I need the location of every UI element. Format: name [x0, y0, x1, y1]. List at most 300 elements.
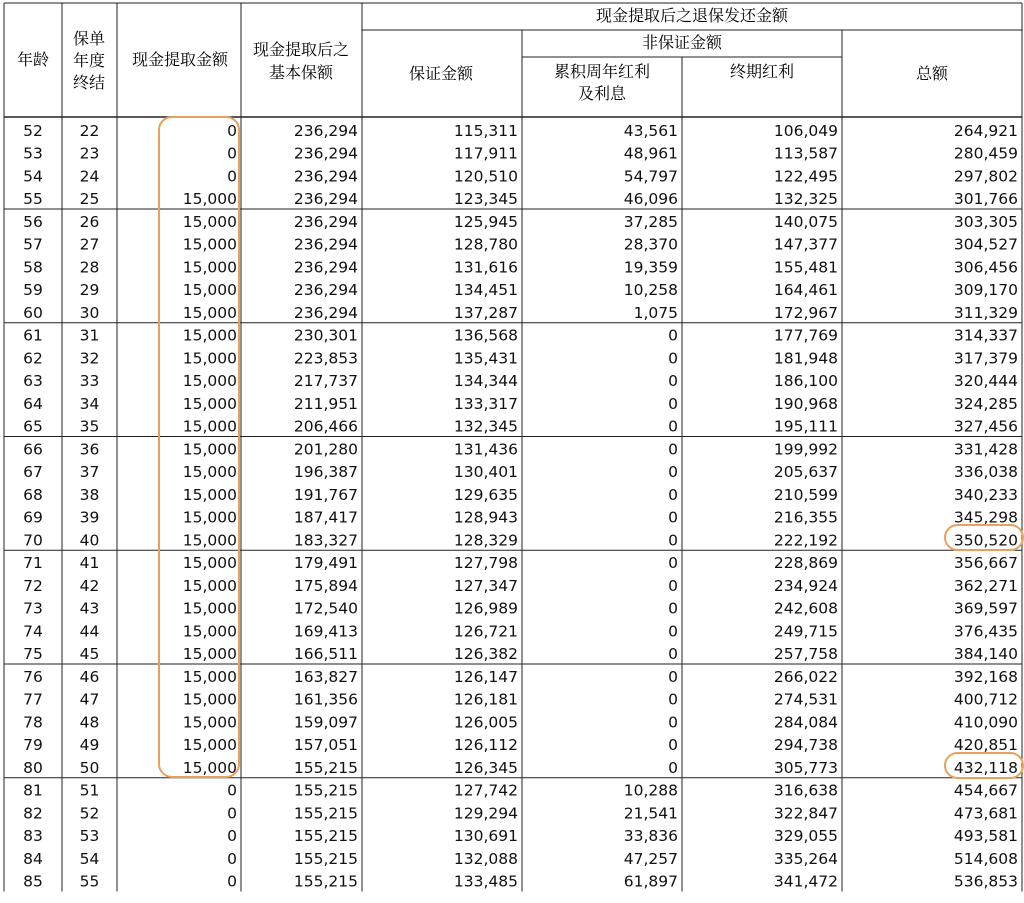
table-cell: 53 — [79, 827, 100, 845]
table-cell: 536,853 — [953, 872, 1018, 891]
table-cell: 126,382 — [453, 645, 518, 663]
table-cell: 311,329 — [953, 303, 1018, 322]
table-cell: 280,459 — [953, 144, 1018, 163]
table-cell: 316,638 — [773, 781, 838, 800]
header-cash-withdrawal: 现金提取金额 — [131, 50, 229, 69]
table-cell: 223,853 — [293, 349, 358, 368]
table-row — [23, 736, 1018, 754]
table-cell: 130,401 — [453, 463, 518, 481]
table-cell: 48,961 — [623, 144, 678, 163]
table-cell: 117,911 — [453, 144, 518, 163]
table-cell: 341,472 — [773, 872, 838, 891]
table-cell: 186,100 — [773, 372, 838, 390]
table-cell: 172,967 — [773, 303, 838, 322]
table-cell: 201,280 — [293, 440, 358, 459]
table-cell: 26 — [79, 212, 100, 231]
header-surrender-group: 现金提取后之退保发还金额 — [595, 6, 789, 25]
table-cell: 79 — [23, 736, 43, 754]
table-cell: 132,325 — [773, 190, 838, 208]
table-cell: 175,894 — [293, 576, 358, 595]
table-cell: 249,715 — [773, 622, 838, 641]
table-row — [23, 691, 1018, 709]
table-cell: 125,945 — [453, 212, 518, 231]
table-cell: 15,000 — [182, 531, 237, 550]
table-cell: 75 — [23, 645, 43, 663]
table-cell: 80 — [23, 758, 43, 777]
table-cell: 41 — [79, 554, 100, 572]
table-cell: 31 — [79, 326, 100, 345]
table-cell: 38 — [79, 485, 100, 504]
table-cell: 155,215 — [293, 849, 358, 868]
table-cell: 183,327 — [293, 531, 358, 550]
table-cell: 236,294 — [293, 144, 358, 163]
table-cell: 159,097 — [293, 713, 358, 732]
table-cell: 56 — [23, 212, 43, 231]
table-cell: 37,285 — [623, 212, 678, 231]
table-row — [23, 281, 1018, 299]
table-cell: 74 — [23, 622, 43, 641]
table-cell: 36 — [79, 440, 100, 459]
header-accumulated-bonus-line2: 及利息 — [577, 84, 627, 103]
table-cell: 473,681 — [953, 804, 1018, 823]
table-cell: 68 — [23, 485, 43, 504]
table-cell: 49 — [79, 736, 100, 754]
table-cell: 345,298 — [953, 508, 1018, 527]
table-cell: 15,000 — [182, 622, 237, 641]
table-cell: 15,000 — [182, 440, 237, 459]
table-cell: 322,847 — [773, 804, 838, 823]
table-cell: 126,181 — [453, 690, 518, 709]
table-cell: 15,000 — [182, 258, 237, 277]
table-cell: 236,294 — [293, 212, 358, 231]
table-cell: 356,667 — [953, 554, 1018, 572]
table-cell: 127,347 — [453, 576, 518, 595]
table-cell: 46,096 — [623, 190, 678, 208]
table-cell: 44 — [79, 622, 100, 641]
table-cell: 81 — [23, 781, 43, 800]
table-cell: 340,233 — [953, 485, 1018, 504]
table-cell: 303,305 — [953, 212, 1018, 231]
table-cell: 242,608 — [773, 599, 838, 618]
table-cell: 15,000 — [182, 281, 237, 299]
table-cell: 155,481 — [773, 258, 838, 277]
table-cell: 48 — [79, 713, 100, 732]
table-cell: 181,948 — [773, 349, 838, 368]
table-cell: 177,769 — [773, 326, 838, 345]
table-cell: 15,000 — [182, 736, 237, 754]
table-cell: 0 — [227, 804, 237, 823]
table-cell: 15,000 — [182, 190, 237, 208]
table-cell: 15,000 — [182, 372, 237, 390]
table-cell: 335,264 — [773, 849, 838, 868]
table-cell: 15,000 — [182, 303, 237, 322]
table-cell: 0 — [668, 394, 678, 413]
table-cell: 47 — [79, 690, 100, 709]
header-policy-year-line1: 保单 — [72, 29, 106, 48]
table-cell: 130,691 — [453, 827, 518, 845]
table-cell: 217,737 — [293, 372, 358, 390]
table-cell: 179,491 — [293, 554, 358, 572]
table-cell: 135,431 — [453, 349, 518, 368]
table-cell: 195,111 — [773, 417, 838, 436]
table-cell: 57 — [23, 235, 43, 254]
table-row — [23, 531, 1018, 549]
table-cell: 350,520 — [953, 531, 1018, 550]
table-cell: 22 — [79, 121, 100, 140]
table-cell: 274,531 — [773, 690, 838, 709]
table-cell: 43 — [79, 599, 100, 618]
table-cell: 126,112 — [453, 736, 518, 754]
table-cell: 336,038 — [953, 463, 1018, 481]
table-cell: 63 — [23, 372, 43, 390]
table-cell: 454,667 — [953, 781, 1018, 800]
table-cell: 493,581 — [953, 827, 1018, 845]
table-cell: 64 — [23, 394, 43, 413]
table-cell: 190,968 — [773, 394, 838, 413]
table-cell: 129,635 — [453, 485, 518, 504]
table-cell: 0 — [668, 758, 678, 777]
table-row — [23, 349, 1018, 367]
table-cell: 45 — [79, 645, 100, 663]
table-cell: 15,000 — [182, 758, 237, 777]
table-cell: 29 — [79, 281, 100, 299]
table-cell: 35 — [79, 417, 100, 436]
table-cell: 15,000 — [182, 394, 237, 413]
table-cell: 331,428 — [953, 440, 1018, 459]
table-cell: 15,000 — [182, 485, 237, 504]
table-cell: 55 — [79, 872, 100, 891]
table-cell: 78 — [23, 713, 43, 732]
table-cell: 305,773 — [773, 758, 838, 777]
table-cell: 15,000 — [182, 235, 237, 254]
table-row — [23, 190, 1018, 208]
table-cell: 67 — [23, 463, 43, 481]
table-cell: 0 — [668, 485, 678, 504]
table-cell: 514,608 — [953, 849, 1018, 868]
table-cell: 0 — [227, 827, 237, 845]
table-cell: 126,989 — [453, 599, 518, 618]
table-cell: 128,329 — [453, 531, 518, 550]
table-cell: 83 — [23, 827, 43, 845]
table-cell: 172,540 — [293, 599, 358, 618]
table-cell: 324,285 — [953, 394, 1018, 413]
table-row — [23, 486, 1018, 504]
table-row — [23, 873, 1018, 891]
header-age: 年龄 — [16, 50, 50, 69]
table-row — [23, 668, 1018, 686]
table-cell: 66 — [23, 440, 43, 459]
table-cell: 126,345 — [453, 758, 518, 777]
table-cell: 314,337 — [953, 326, 1018, 345]
table-cell: 134,344 — [453, 372, 518, 390]
table-cell: 420,851 — [953, 736, 1018, 754]
header-policy-year-line3: 终结 — [72, 73, 106, 92]
table-cell: 0 — [227, 121, 237, 140]
table-cell: 230,301 — [293, 326, 358, 345]
table-cell: 10,258 — [623, 281, 678, 299]
table-cell: 133,317 — [453, 394, 518, 413]
table-cell: 0 — [668, 326, 678, 345]
table-row — [23, 304, 1018, 322]
table-cell: 113,587 — [773, 144, 838, 163]
table-cell: 0 — [668, 463, 678, 481]
table-cell: 15,000 — [182, 667, 237, 686]
table-cell: 0 — [227, 144, 237, 163]
table-cell: 126,721 — [453, 622, 518, 641]
table-cell: 369,597 — [953, 599, 1018, 618]
table-cell: 33,836 — [623, 827, 678, 845]
table-row — [23, 645, 1018, 663]
table-cell: 32 — [79, 349, 100, 368]
table-cell: 376,435 — [953, 622, 1018, 641]
table-cell: 0 — [668, 372, 678, 390]
table-cell: 28 — [79, 258, 100, 277]
table-cell: 53 — [23, 144, 43, 163]
table-row — [23, 463, 1018, 481]
table-row — [23, 167, 1018, 185]
table-cell: 236,294 — [293, 235, 358, 254]
table-cell: 58 — [23, 258, 43, 277]
table-cell: 0 — [227, 849, 237, 868]
table-row — [23, 827, 1018, 845]
table-cell: 39 — [79, 508, 100, 527]
table-cell: 131,616 — [453, 258, 518, 277]
table-cell: 132,345 — [453, 417, 518, 436]
table-cell: 24 — [79, 167, 100, 186]
table-cell: 236,294 — [293, 167, 358, 186]
table-cell: 76 — [23, 667, 43, 686]
table-cell: 0 — [668, 713, 678, 732]
table-cell: 206,466 — [293, 417, 358, 436]
table-cell: 0 — [668, 599, 678, 618]
table-cell: 127,742 — [453, 781, 518, 800]
table-cell: 126,005 — [453, 713, 518, 732]
table-cell: 236,294 — [293, 281, 358, 299]
table-cell: 0 — [668, 645, 678, 663]
table-cell: 384,140 — [953, 645, 1018, 663]
table-cell: 0 — [227, 167, 237, 186]
table-cell: 147,377 — [773, 235, 838, 254]
table-cell: 28,370 — [623, 235, 678, 254]
table-cell: 136,568 — [453, 326, 518, 345]
header-accumulated-bonus-line1: 累积周年红利 — [553, 62, 651, 81]
table-cell: 234,924 — [773, 576, 838, 595]
table-cell: 236,294 — [293, 303, 358, 322]
table-cell: 236,294 — [293, 258, 358, 277]
table-cell: 128,780 — [453, 235, 518, 254]
table-cell: 15,000 — [182, 463, 237, 481]
table-cell: 15,000 — [182, 212, 237, 231]
header-terminal-bonus: 终期红利 — [729, 62, 795, 81]
table-cell: 15,000 — [182, 599, 237, 618]
table-cell: 106,049 — [773, 121, 838, 140]
table-cell: 400,712 — [953, 690, 1018, 709]
table-cell: 131,436 — [453, 440, 518, 459]
table-cell: 27 — [79, 235, 100, 254]
header-policy-year-line2: 年度 — [72, 51, 106, 70]
table-cell: 43,561 — [623, 121, 678, 140]
table-cell: 77 — [23, 690, 43, 709]
table-row — [23, 372, 1018, 390]
table-cell: 155,215 — [293, 872, 358, 891]
table-cell: 155,215 — [293, 804, 358, 823]
table-cell: 0 — [668, 554, 678, 572]
table-cell: 120,510 — [453, 167, 518, 186]
table-cell: 129,294 — [453, 804, 518, 823]
table-cell: 52 — [79, 804, 100, 823]
table-cell: 161,356 — [293, 690, 358, 709]
table-cell: 210,599 — [773, 485, 838, 504]
table-cell: 0 — [668, 531, 678, 550]
table-cell: 15,000 — [182, 713, 237, 732]
table-cell: 115,311 — [453, 121, 518, 140]
table-cell: 37 — [79, 463, 100, 481]
table-cell: 54 — [79, 849, 100, 868]
table-row — [23, 236, 1018, 254]
table-cell: 264,921 — [953, 121, 1018, 140]
table-cell: 155,215 — [293, 781, 358, 800]
header-basic-after-line2: 基本保额 — [268, 63, 334, 82]
table-cell: 10,288 — [623, 781, 678, 800]
table-cell: 191,767 — [293, 485, 358, 504]
table-row — [23, 622, 1018, 640]
table-cell: 23 — [79, 144, 100, 163]
header-basic-after-line1: 现金提取后之 — [252, 40, 350, 59]
table-cell: 0 — [668, 508, 678, 527]
table-cell: 59 — [23, 281, 43, 299]
table-cell: 317,379 — [953, 349, 1018, 368]
table-cell: 320,444 — [953, 372, 1018, 390]
table-cell: 257,758 — [773, 645, 838, 663]
table-cell: 46 — [79, 667, 100, 686]
table-cell: 15,000 — [182, 576, 237, 595]
table-cell: 392,168 — [953, 667, 1018, 686]
table-cell: 19,359 — [623, 258, 678, 277]
table-cell: 309,170 — [953, 281, 1018, 299]
table-cell: 51 — [79, 781, 100, 800]
table-cell: 40 — [79, 531, 100, 550]
table-cell: 128,943 — [453, 508, 518, 527]
table-cell: 15,000 — [182, 554, 237, 572]
table-cell: 0 — [668, 690, 678, 709]
table-cell: 61 — [23, 326, 43, 345]
table-cell: 54 — [23, 167, 43, 186]
table-cell: 327,456 — [953, 417, 1018, 436]
table-cell: 228,869 — [773, 554, 838, 572]
table-cell: 123,345 — [453, 190, 518, 208]
table-cell: 134,451 — [453, 281, 518, 299]
table-cell: 1,075 — [633, 303, 678, 322]
table-cell: 21,541 — [623, 804, 678, 823]
table-cell: 266,022 — [773, 667, 838, 686]
table-cell: 216,355 — [773, 508, 838, 527]
table-cell: 47,257 — [623, 849, 678, 868]
table-row — [23, 759, 1018, 777]
table-cell: 236,294 — [293, 190, 358, 208]
table-cell: 0 — [668, 736, 678, 754]
table-cell: 34 — [79, 394, 100, 413]
table-cell: 163,827 — [293, 667, 358, 686]
table-cell: 0 — [668, 576, 678, 595]
table-cell: 55 — [23, 190, 43, 208]
table-cell: 199,992 — [773, 440, 838, 459]
table-row — [23, 145, 1018, 163]
table-cell: 362,271 — [953, 576, 1018, 595]
table-cell: 155,215 — [293, 758, 358, 777]
table-cell: 85 — [23, 872, 43, 891]
table-cell: 15,000 — [182, 508, 237, 527]
table-cell: 301,766 — [953, 190, 1018, 208]
table-row — [23, 418, 1018, 436]
table-cell: 69 — [23, 508, 43, 527]
table-cell: 211,951 — [293, 394, 358, 413]
table-row — [23, 122, 1018, 140]
table-row — [23, 804, 1018, 822]
table-cell: 62 — [23, 349, 43, 368]
table-cell: 284,084 — [773, 713, 838, 732]
table-cell: 133,485 — [453, 872, 518, 891]
table-cell: 0 — [668, 440, 678, 459]
table-cell: 187,417 — [293, 508, 358, 527]
table-cell: 137,287 — [453, 303, 518, 322]
header-total: 总额 — [915, 64, 949, 83]
table-cell: 42 — [79, 576, 100, 595]
table-cell: 0 — [227, 872, 237, 891]
table-cell: 54,797 — [623, 167, 678, 186]
table-cell: 294,738 — [773, 736, 838, 754]
table-cell: 71 — [23, 554, 43, 572]
table-cell: 72 — [23, 576, 43, 595]
table-cell: 15,000 — [182, 326, 237, 345]
table-cell: 169,413 — [293, 622, 358, 641]
table-row — [23, 850, 1018, 868]
table-row — [23, 395, 1018, 413]
table-cell: 155,215 — [293, 827, 358, 845]
table-row — [23, 600, 1018, 618]
table-cell: 33 — [79, 372, 100, 390]
table-cell: 306,456 — [953, 258, 1018, 277]
table-cell: 127,798 — [453, 554, 518, 572]
table-cell: 157,051 — [293, 736, 358, 754]
table-row — [23, 509, 1018, 527]
table-cell: 0 — [668, 622, 678, 641]
header-guaranteed: 保证金额 — [408, 64, 474, 83]
table-cell: 61,897 — [623, 872, 678, 891]
table-cell: 15,000 — [182, 690, 237, 709]
table-row — [23, 213, 1018, 231]
table-cell: 329,055 — [773, 827, 838, 845]
table-body — [23, 122, 1018, 891]
table-cell: 410,090 — [953, 713, 1018, 732]
table-cell: 122,495 — [773, 167, 838, 186]
table-cell: 15,000 — [182, 417, 237, 436]
table-cell: 65 — [23, 417, 43, 436]
table-cell: 15,000 — [182, 645, 237, 663]
table-cell: 205,637 — [773, 463, 838, 481]
table-cell: 73 — [23, 599, 43, 618]
header-non-guaranteed: 非保证金额 — [641, 33, 723, 52]
table-cell: 70 — [23, 531, 43, 550]
table-cell: 140,075 — [773, 212, 838, 231]
table-cell: 236,294 — [293, 121, 358, 140]
table-cell: 432,118 — [953, 758, 1018, 777]
table-row — [23, 258, 1018, 276]
table-cell: 304,527 — [953, 235, 1018, 254]
table-cell: 84 — [23, 849, 43, 868]
table-cell: 82 — [23, 804, 43, 823]
table-row — [23, 577, 1018, 595]
table-cell: 297,802 — [953, 167, 1018, 186]
